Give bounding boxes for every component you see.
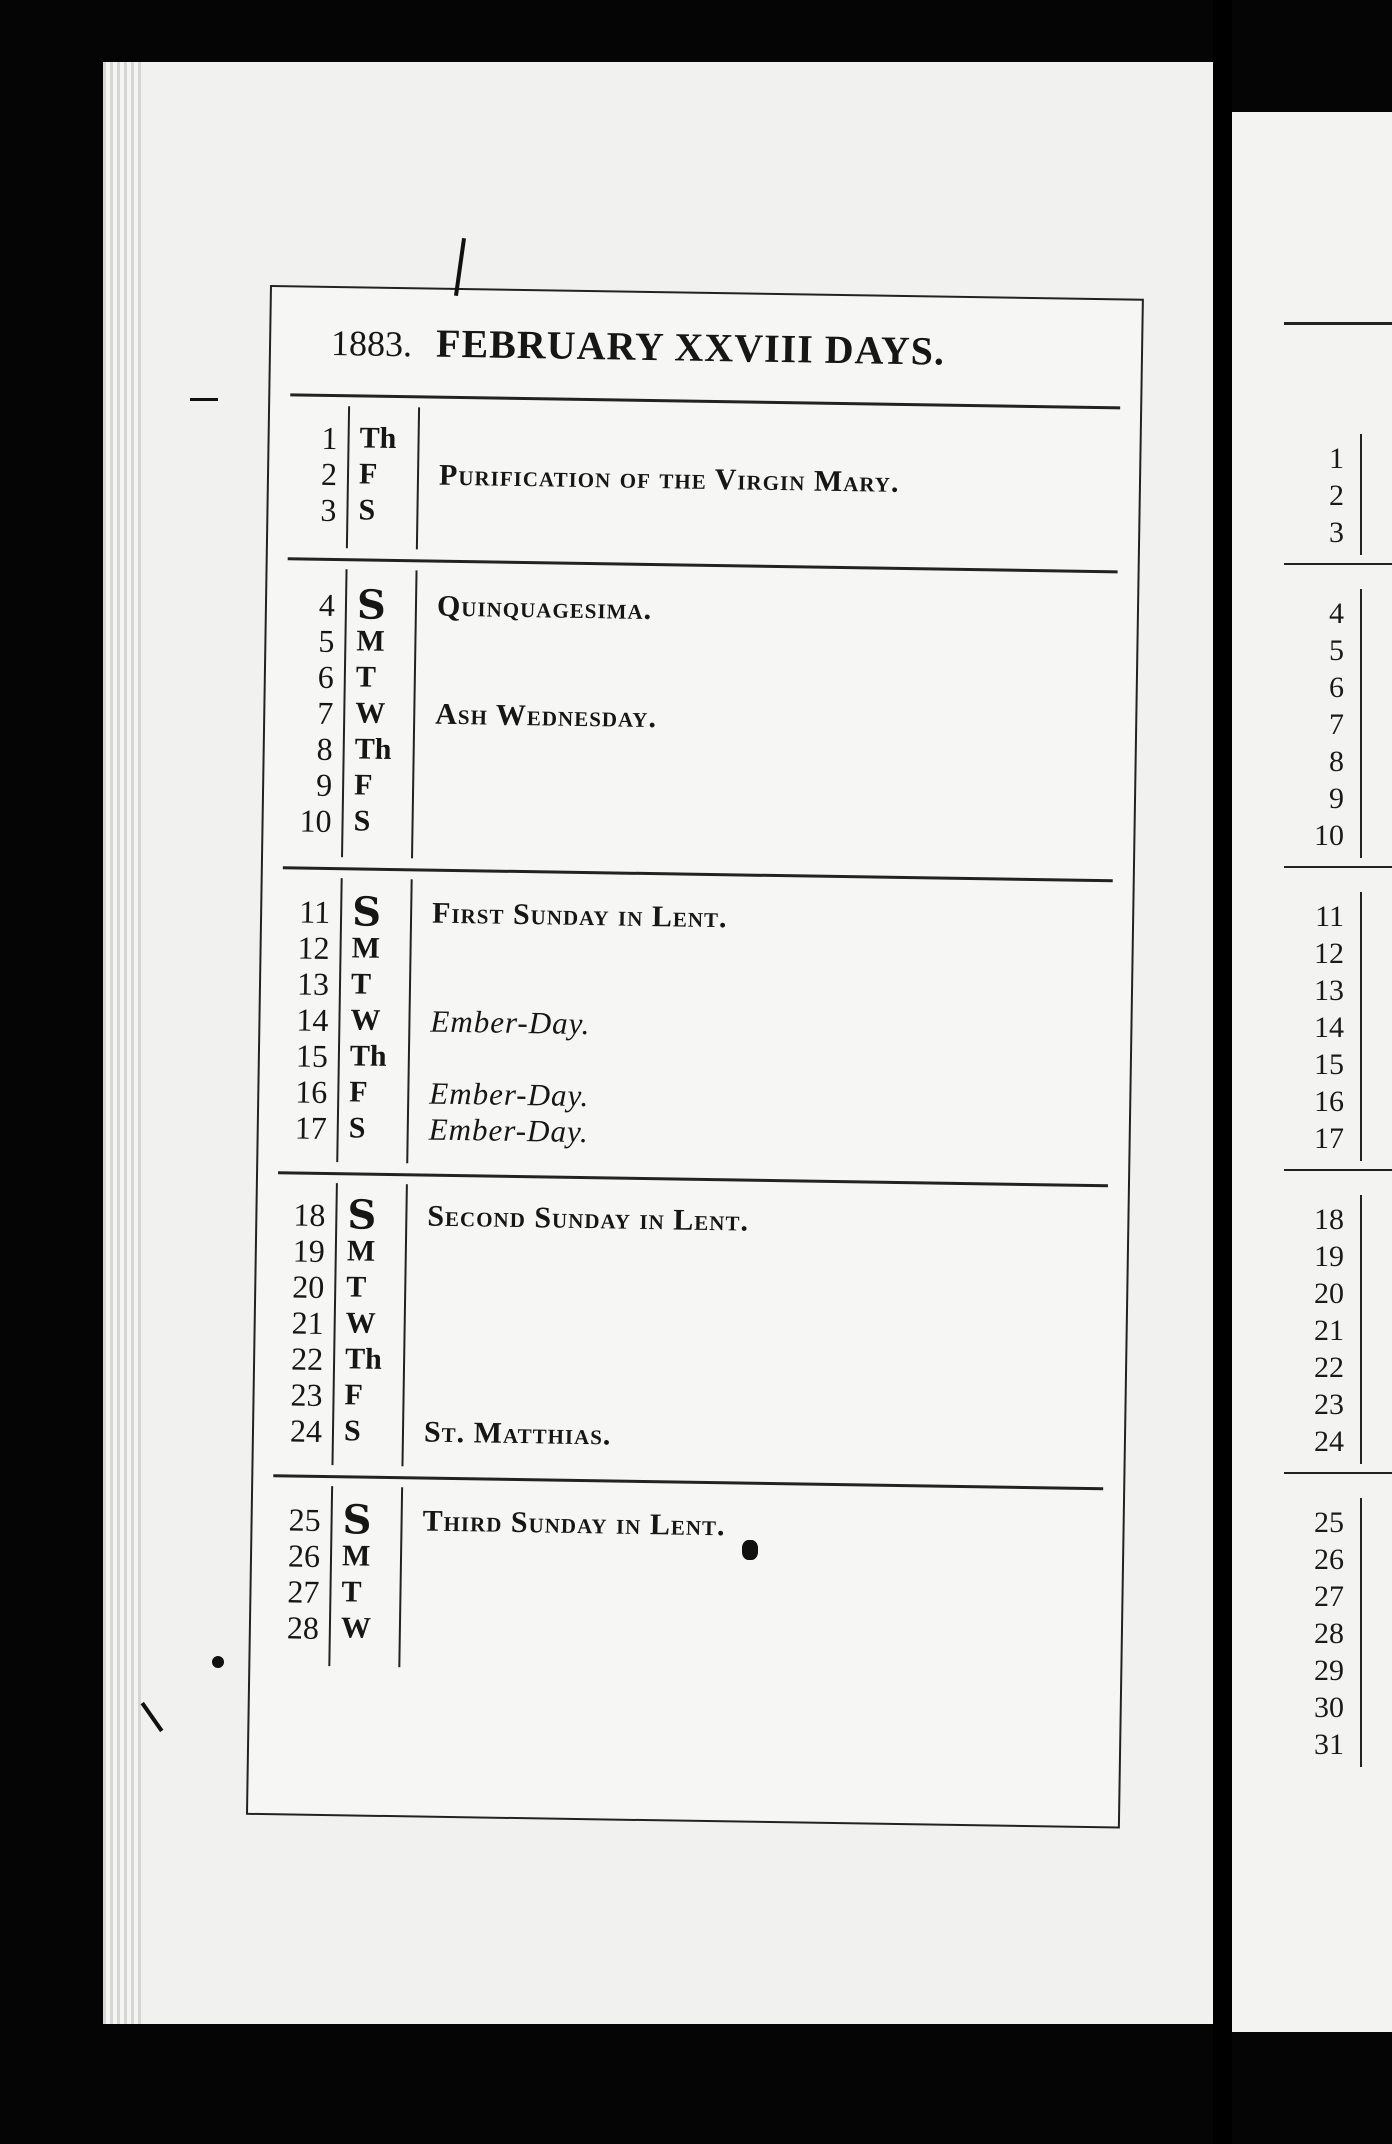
- right-day-number: 31: [1314, 1728, 1344, 1761]
- right-day-number: 11: [1315, 900, 1344, 933]
- day-number: 23: [290, 1376, 323, 1413]
- day-number: 25: [288, 1501, 321, 1538]
- right-day-number: 25: [1314, 1506, 1344, 1539]
- week-block: [273, 1174, 1108, 1490]
- right-day-number: 30: [1314, 1691, 1344, 1724]
- week-block: [288, 397, 1120, 573]
- day-number: 17: [294, 1109, 328, 1146]
- day-number: 11: [299, 893, 331, 931]
- right-day-number: 10: [1314, 819, 1344, 852]
- right-day-number: 9: [1329, 782, 1344, 815]
- day-number: 14: [296, 1001, 329, 1039]
- feast-label: Ember-Day.: [428, 1111, 590, 1150]
- day-number: 10: [299, 802, 332, 840]
- right-column-rule: [1360, 1195, 1362, 1464]
- right-day-number: 12: [1314, 937, 1344, 970]
- right-page: [1232, 112, 1392, 2032]
- day-number: 21: [291, 1304, 324, 1341]
- weekday-letter: F: [353, 768, 373, 802]
- weekday-letter: W: [350, 1003, 381, 1037]
- right-week-rule: [1284, 866, 1392, 868]
- weekday-letter: T: [355, 660, 377, 694]
- weekday-letter: S: [358, 493, 376, 527]
- weekday-letter: M: [341, 1539, 371, 1573]
- right-day-number: 24: [1314, 1425, 1344, 1458]
- day-number: 22: [290, 1340, 324, 1377]
- weekday-letter: T: [350, 967, 372, 1001]
- right-day-number: 22: [1314, 1351, 1344, 1384]
- feast-label: Ash Wednesday.: [435, 697, 658, 735]
- day-number: 13: [296, 965, 330, 1003]
- day-number: 7: [317, 694, 334, 732]
- weekday-letter: F: [349, 1075, 368, 1109]
- day-number: 27: [287, 1573, 320, 1610]
- ink-blot: [742, 1540, 758, 1560]
- day-number: 8: [316, 730, 334, 768]
- day-number: 1: [321, 419, 338, 457]
- feast-label: St. Matthias.: [423, 1415, 612, 1452]
- sunday-letter: S: [342, 1496, 372, 1544]
- right-day-number: 19: [1314, 1240, 1344, 1273]
- book-gutter: [1213, 0, 1232, 2144]
- right-day-number: 23: [1314, 1388, 1344, 1421]
- weekday-letter: W: [355, 696, 386, 730]
- right-day-number: 21: [1314, 1314, 1344, 1347]
- weekday-letter: W: [345, 1306, 376, 1340]
- right-day-number: 8: [1329, 745, 1344, 778]
- right-day-number: 17: [1314, 1122, 1344, 1155]
- sunday-letter: S: [347, 1191, 377, 1239]
- right-day-number: 5: [1329, 634, 1344, 667]
- day-number: 20: [291, 1268, 325, 1305]
- weekday-letter: Th: [349, 1039, 387, 1073]
- weekday-letter: S: [348, 1111, 366, 1145]
- right-column-rule: [1360, 892, 1362, 1161]
- weekday-letter: M: [346, 1234, 376, 1268]
- day-number: 24: [289, 1412, 323, 1449]
- year-label: 1883.: [330, 322, 413, 365]
- weekday-letter: S: [343, 1414, 361, 1448]
- day-number: 28: [286, 1609, 320, 1646]
- right-column-rule: [1360, 434, 1362, 555]
- weekday-letter: M: [351, 931, 381, 965]
- right-day-number: 20: [1314, 1277, 1344, 1310]
- right-day-number: 2: [1329, 479, 1344, 512]
- right-day-number: 29: [1314, 1654, 1344, 1687]
- weekday-letter: Th: [359, 421, 397, 456]
- page-edge-stack: [103, 62, 141, 2024]
- feast-label: Second Sunday in Lent.: [427, 1199, 750, 1238]
- day-number: 19: [292, 1232, 326, 1269]
- right-day-number: 1: [1329, 442, 1344, 475]
- day-number: 16: [295, 1073, 328, 1110]
- day-number: 2: [320, 455, 338, 493]
- day-number: 15: [295, 1037, 329, 1075]
- weekday-letter: M: [356, 624, 386, 658]
- day-number: 9: [315, 766, 333, 804]
- weekday-letter: F: [344, 1378, 364, 1412]
- week-block: [270, 1477, 1103, 1688]
- right-day-number: 28: [1314, 1617, 1344, 1650]
- day-number: 4: [318, 586, 336, 624]
- feast-label: First Sunday in Lent.: [431, 896, 728, 935]
- calendar-header: [270, 287, 1142, 411]
- right-day-number: 27: [1314, 1580, 1344, 1613]
- weeks-list: [250, 397, 1140, 1689]
- ink-blot: [212, 1656, 224, 1668]
- right-column-rule: [1360, 589, 1362, 858]
- day-number: 5: [318, 622, 335, 660]
- ink-mark: [190, 398, 218, 401]
- feast-label: Purification of the Virgin Mary.: [438, 458, 900, 499]
- sunday-letter: S: [351, 888, 382, 936]
- right-day-number: 26: [1314, 1543, 1344, 1576]
- right-day-number: 6: [1329, 671, 1344, 704]
- right-week-rule: [1284, 1169, 1392, 1171]
- right-day-number: 13: [1314, 974, 1344, 1007]
- feast-label: Ember-Day.: [429, 1075, 590, 1114]
- right-day-number: 4: [1329, 597, 1344, 630]
- right-day-number: 16: [1314, 1085, 1344, 1118]
- feast-label: Ember-Day.: [430, 1003, 591, 1042]
- calendar-frame: [246, 285, 1144, 1829]
- right-day-number: 15: [1314, 1048, 1344, 1081]
- right-day-number: 14: [1314, 1011, 1344, 1044]
- weekday-letter: Th: [354, 732, 392, 766]
- day-number: 3: [320, 491, 337, 529]
- week-block: [278, 869, 1113, 1187]
- weekday-letter: W: [340, 1611, 372, 1645]
- day-number: 6: [317, 658, 335, 696]
- weekday-letter: T: [346, 1270, 367, 1304]
- right-day-number: 18: [1314, 1203, 1344, 1236]
- day-number: 12: [297, 929, 330, 967]
- right-column-rule: [1360, 1498, 1362, 1767]
- feast-label: Quinquagesima.: [436, 589, 653, 627]
- right-day-number: 3: [1329, 516, 1344, 549]
- weekday-letter: F: [358, 457, 378, 491]
- right-frame-rule: [1284, 322, 1392, 325]
- right-day-number: 7: [1329, 708, 1344, 741]
- day-number: 18: [293, 1196, 326, 1233]
- right-week-rule: [1284, 563, 1392, 565]
- right-week-rule: [1284, 1472, 1392, 1474]
- feast-label: Third Sunday in Lent.: [422, 1504, 726, 1543]
- weekday-letter: Th: [344, 1342, 383, 1376]
- weekday-letter: T: [341, 1575, 362, 1609]
- day-number: 26: [287, 1537, 321, 1574]
- sunday-letter: S: [356, 581, 387, 629]
- week-block: [283, 560, 1118, 882]
- month-title: FEBRUARY XXVIII DAYS.: [435, 320, 946, 374]
- weekday-letter: S: [353, 804, 371, 838]
